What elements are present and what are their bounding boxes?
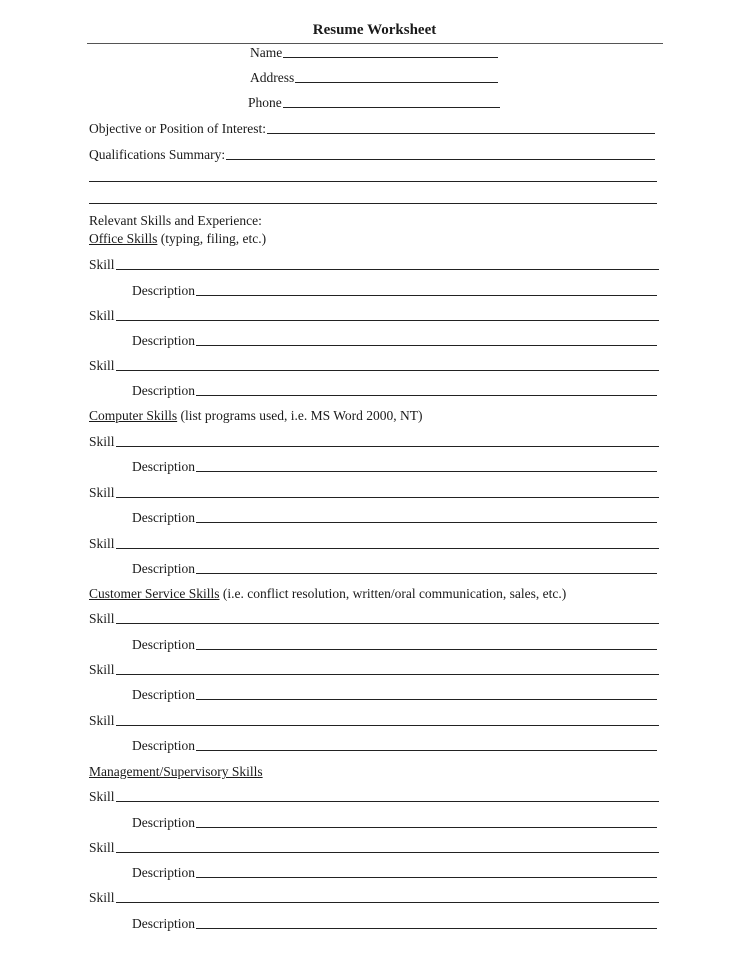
skill-field[interactable] <box>116 370 659 371</box>
description-label: Description <box>132 459 195 474</box>
description-label: Description <box>132 637 195 652</box>
skill-label: Skill <box>89 308 115 323</box>
skill-label: Skill <box>89 611 115 626</box>
skill-row <box>89 256 659 273</box>
description-label: Description <box>132 283 195 298</box>
skill-label: Skill <box>89 662 115 677</box>
description-row <box>132 282 657 299</box>
section-title: Customer Service Skills <box>89 586 220 601</box>
description-field[interactable] <box>196 877 657 878</box>
description-field[interactable] <box>196 573 657 574</box>
section-heading-management <box>89 763 263 780</box>
description-row <box>132 509 657 526</box>
skill-row <box>89 484 659 501</box>
description-field[interactable] <box>196 345 657 346</box>
description-label: Description <box>132 865 195 880</box>
description-field[interactable] <box>196 395 657 396</box>
skill-row <box>89 307 659 324</box>
description-label: Description <box>132 687 195 702</box>
description-row <box>132 864 657 881</box>
qualifications-row <box>89 146 655 163</box>
description-label: Description <box>132 815 195 830</box>
skill-row <box>89 788 659 805</box>
qualifications-line-3[interactable] <box>89 203 657 204</box>
description-row <box>132 560 657 577</box>
skill-row <box>89 610 659 627</box>
section-note: (i.e. conflict resolution, written/oral communication, sales, etc.) <box>219 586 567 601</box>
description-row <box>132 915 657 932</box>
description-field[interactable] <box>196 750 657 751</box>
description-row <box>132 737 657 754</box>
skill-field[interactable] <box>116 902 659 903</box>
skill-label: Skill <box>89 840 115 855</box>
section-note: (list programs used, i.e. MS Word 2000, NT) <box>177 408 423 423</box>
description-label: Description <box>132 333 195 348</box>
skill-label: Skill <box>89 890 115 905</box>
skill-label: Skill <box>89 713 115 728</box>
skill-row <box>89 889 659 906</box>
address-row <box>250 69 498 86</box>
description-row <box>132 814 657 831</box>
skill-row <box>89 839 659 856</box>
objective-label: Objective or Position of Interest: <box>89 121 266 136</box>
description-field[interactable] <box>196 928 657 929</box>
qualifications-line-2[interactable] <box>89 181 657 182</box>
description-field[interactable] <box>196 649 657 650</box>
name-field[interactable] <box>283 57 498 58</box>
name-label: Name <box>250 45 283 60</box>
skill-label: Skill <box>89 434 115 449</box>
skill-field[interactable] <box>116 801 659 802</box>
address-field[interactable] <box>295 82 498 83</box>
skill-label: Skill <box>89 358 115 373</box>
description-field[interactable] <box>196 827 657 828</box>
description-label: Description <box>132 510 195 525</box>
description-label: Description <box>132 561 195 576</box>
description-row <box>132 636 657 653</box>
skill-field[interactable] <box>116 852 659 853</box>
skill-row <box>89 535 659 552</box>
skill-field[interactable] <box>116 446 659 447</box>
skill-label: Skill <box>89 257 115 272</box>
skill-label: Skill <box>89 485 115 500</box>
objective-row <box>89 120 655 137</box>
section-title: Office Skills <box>89 231 158 246</box>
description-row <box>132 382 657 399</box>
skill-row <box>89 661 659 678</box>
description-field[interactable] <box>196 295 657 296</box>
name-row <box>250 44 498 61</box>
skill-row <box>89 357 659 374</box>
section-title: Computer Skills <box>89 408 178 423</box>
description-row <box>132 458 657 475</box>
phone-label: Phone <box>248 95 282 110</box>
phone-field[interactable] <box>283 107 500 108</box>
skill-label: Skill <box>89 789 115 804</box>
skill-field[interactable] <box>116 320 659 321</box>
description-field[interactable] <box>196 522 657 523</box>
phone-row <box>248 94 500 111</box>
skill-field[interactable] <box>116 623 659 624</box>
description-label: Description <box>132 383 195 398</box>
skill-row <box>89 712 659 729</box>
qualifications-field[interactable] <box>226 159 655 160</box>
skill-label: Skill <box>89 536 115 551</box>
section-heading-office <box>89 230 266 247</box>
skill-field[interactable] <box>116 674 659 675</box>
qualifications-label: Qualifications Summary: <box>89 147 226 162</box>
description-label: Description <box>132 738 195 753</box>
section-title: Management/Supervisory Skills <box>89 764 263 779</box>
section-note: (typing, filing, etc.) <box>157 231 267 246</box>
skill-field[interactable] <box>116 725 659 726</box>
skill-field[interactable] <box>116 269 659 270</box>
objective-field[interactable] <box>267 133 655 134</box>
skill-field[interactable] <box>116 497 659 498</box>
description-label: Description <box>132 916 195 931</box>
skills-heading: Relevant Skills and Experience: <box>89 213 262 228</box>
description-row <box>132 332 657 349</box>
description-field[interactable] <box>196 699 657 700</box>
skill-row <box>89 433 659 450</box>
skill-field[interactable] <box>116 548 659 549</box>
description-row <box>132 686 657 703</box>
description-field[interactable] <box>196 471 657 472</box>
section-heading-computer <box>89 407 423 424</box>
address-label: Address <box>250 70 295 85</box>
section-heading-customer-service <box>89 585 566 602</box>
page-title: Resume Worksheet <box>312 22 437 38</box>
